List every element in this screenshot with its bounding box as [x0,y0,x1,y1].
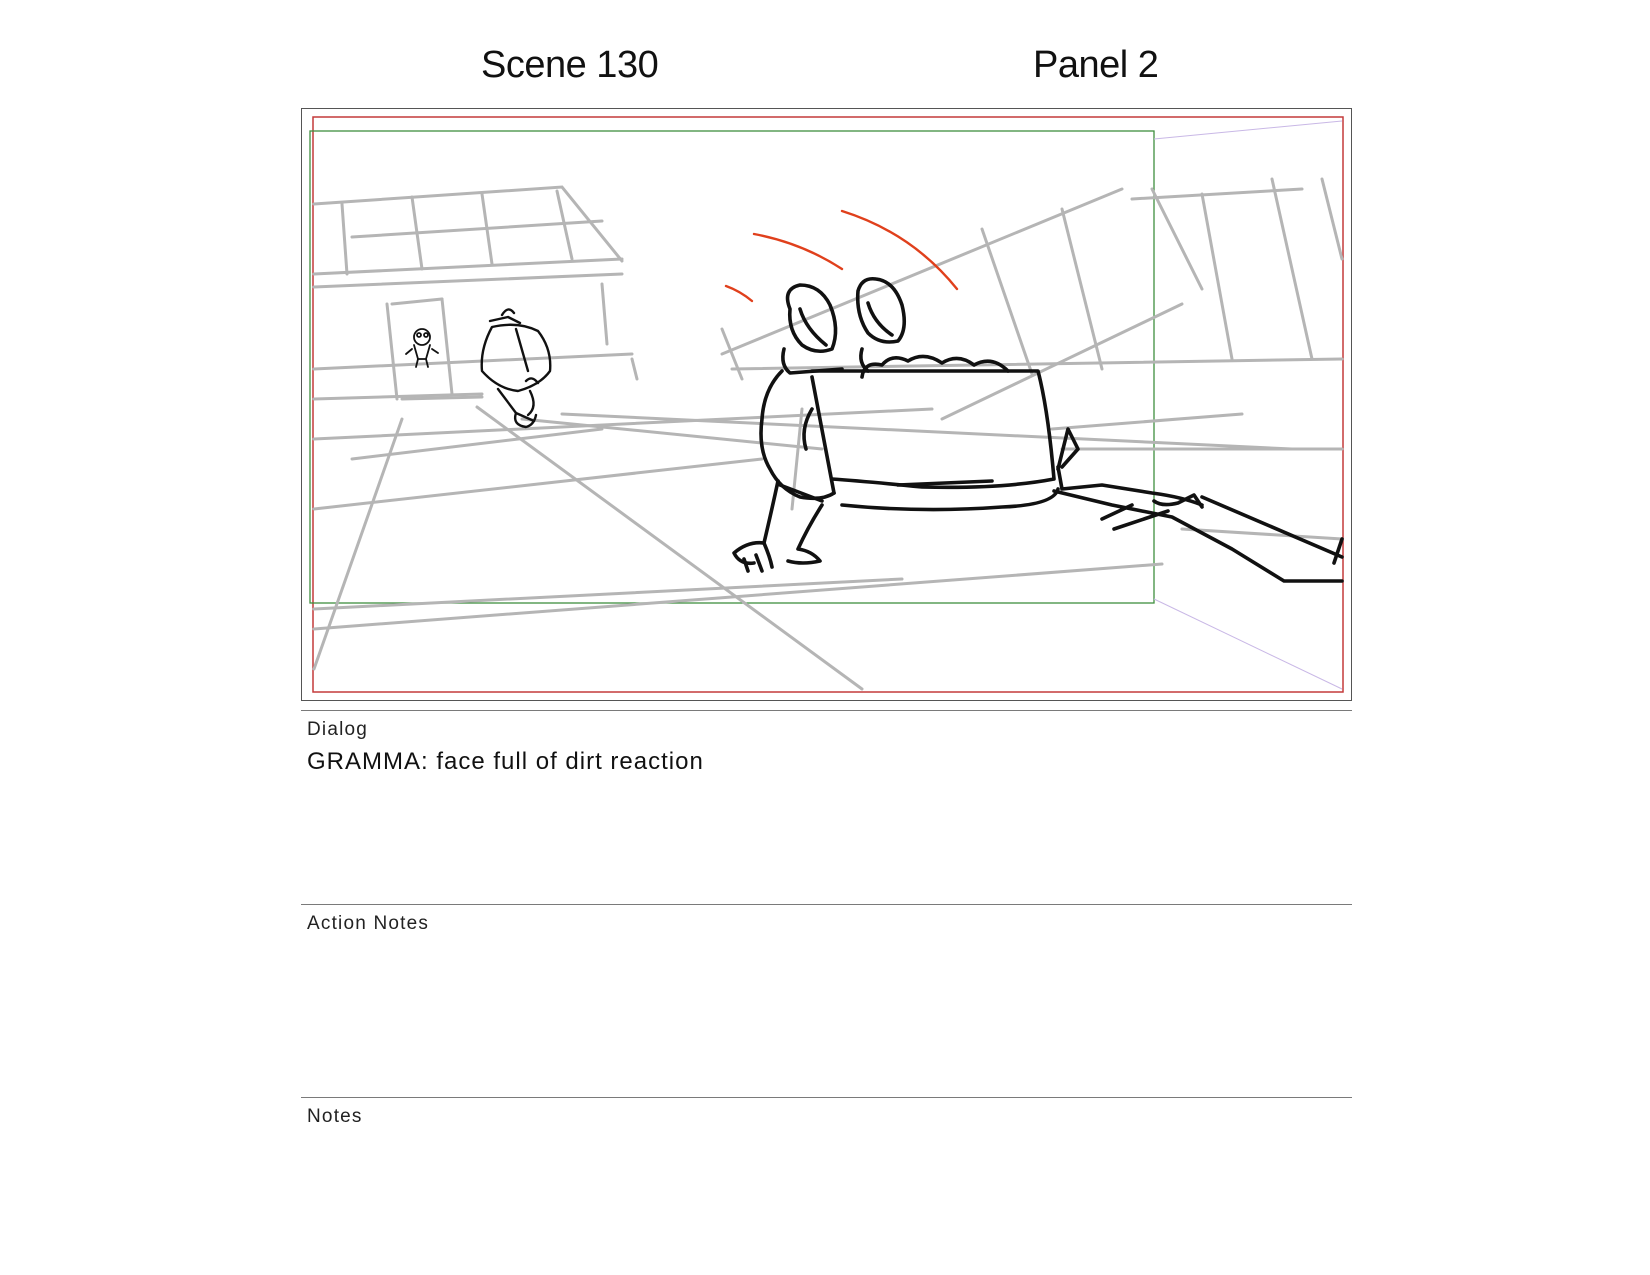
background-construction [314,179,1342,689]
safe-frame [313,117,1343,692]
gramma-sketch [734,279,1342,581]
action-frame [310,131,1154,603]
panel-title: Panel 2 [1033,44,1159,86]
dialog-text: GRAMMA: face full of dirt reaction [307,748,704,775]
scene-title: Scene 130 [481,44,659,86]
notes-label: Notes [307,1106,363,1127]
dialog-label: Dialog [307,719,369,740]
walking-man-sketch [482,309,551,427]
dialog-divider [301,710,1352,711]
storyboard-sketch [302,109,1351,700]
notes-divider [301,1097,1352,1098]
small-character-sketch [406,329,438,367]
action-notes-label: Action Notes [307,913,430,934]
action-notes-divider [301,904,1352,905]
motion-lines [726,211,957,301]
storyboard-frame [301,108,1352,701]
perspective-guides [1154,121,1342,689]
